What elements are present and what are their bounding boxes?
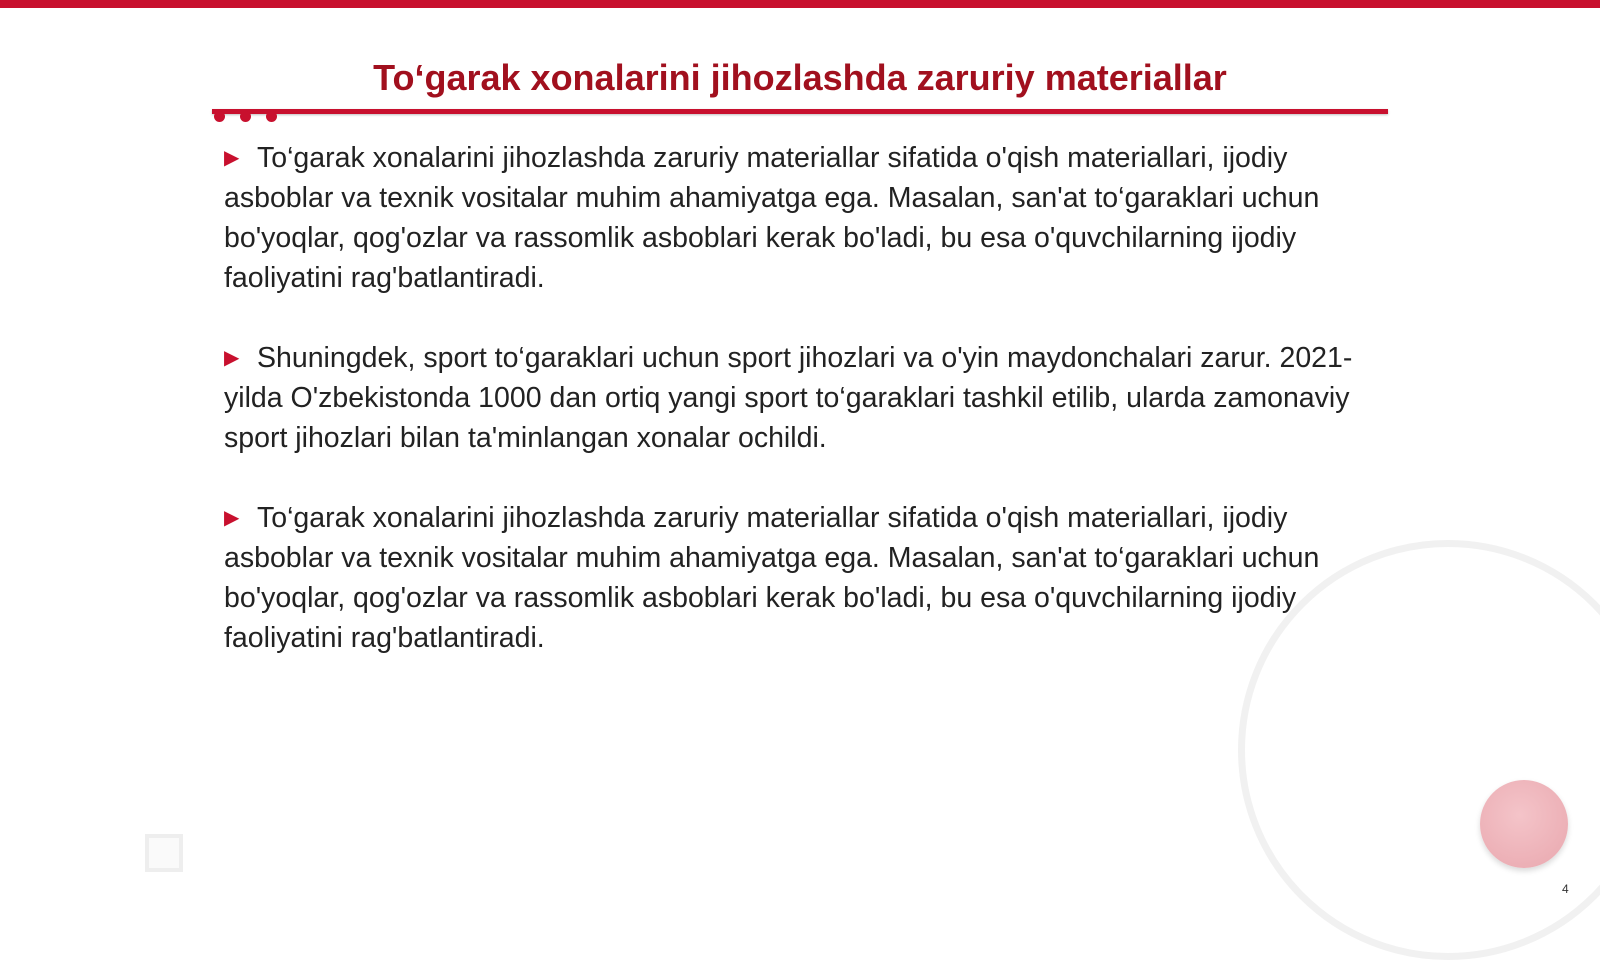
title-underline <box>212 109 1388 114</box>
title-dot-1 <box>214 111 225 122</box>
bullet-list <box>224 138 1384 698</box>
title-dot-3 <box>266 111 277 122</box>
page-number: 4 <box>1562 882 1569 896</box>
decorative-square <box>145 834 183 872</box>
bullet-item <box>224 498 1384 658</box>
bullet-item <box>224 338 1384 458</box>
decorative-bubble <box>1480 780 1568 868</box>
title-dot-2 <box>240 111 251 122</box>
bullet-text: To‘garak xonalarini jihozlashda zaruriy materiallar sifatida o'qish materiallari, ijodiy asboblar va texnik vositalar muhim ahamiyatga ega. Masalan, san'at to‘garaklari uchun bo'yoqlar, qog'ozlar va rassomlik asboblari kerak bo'ladi, bu esa o'quvchilarning ijodiy faoliyatini rag'batlantiradi. <box>224 502 1320 654</box>
top-accent-bar <box>0 0 1600 8</box>
arrow-bullet-icon: ▶ <box>224 347 240 369</box>
arrow-bullet-icon: ▶ <box>224 147 240 169</box>
slide-title: To‘garak xonalarini jihozlashda zaruriy materiallar <box>373 57 1227 98</box>
bullet-text: Shuningdek, sport to‘garaklari uchun sport jihozlari va o'yin maydonchalari zarur. 2021-yilda O'zbekistonda 1000 dan ortiq yangi sport to‘garaklari tashkil etilib, ularda zamonaviy sport jihozlari bilan ta'minlangan xonalar ochildi. <box>224 342 1353 454</box>
arrow-bullet-icon: ▶ <box>224 507 240 529</box>
bullet-item <box>224 138 1384 298</box>
bullet-text: To‘garak xonalarini jihozlashda zaruriy materiallar sifatida o'qish materiallari, ijodiy asboblar va texnik vositalar muhim ahamiyatga ega. Masalan, san'at to‘garaklari uchun bo'yoqlar, qog'ozlar va rassomlik asboblari kerak bo'ladi, bu esa o'quvchilarning ijodiy faoliyatini rag'batlantiradi. <box>224 142 1320 294</box>
